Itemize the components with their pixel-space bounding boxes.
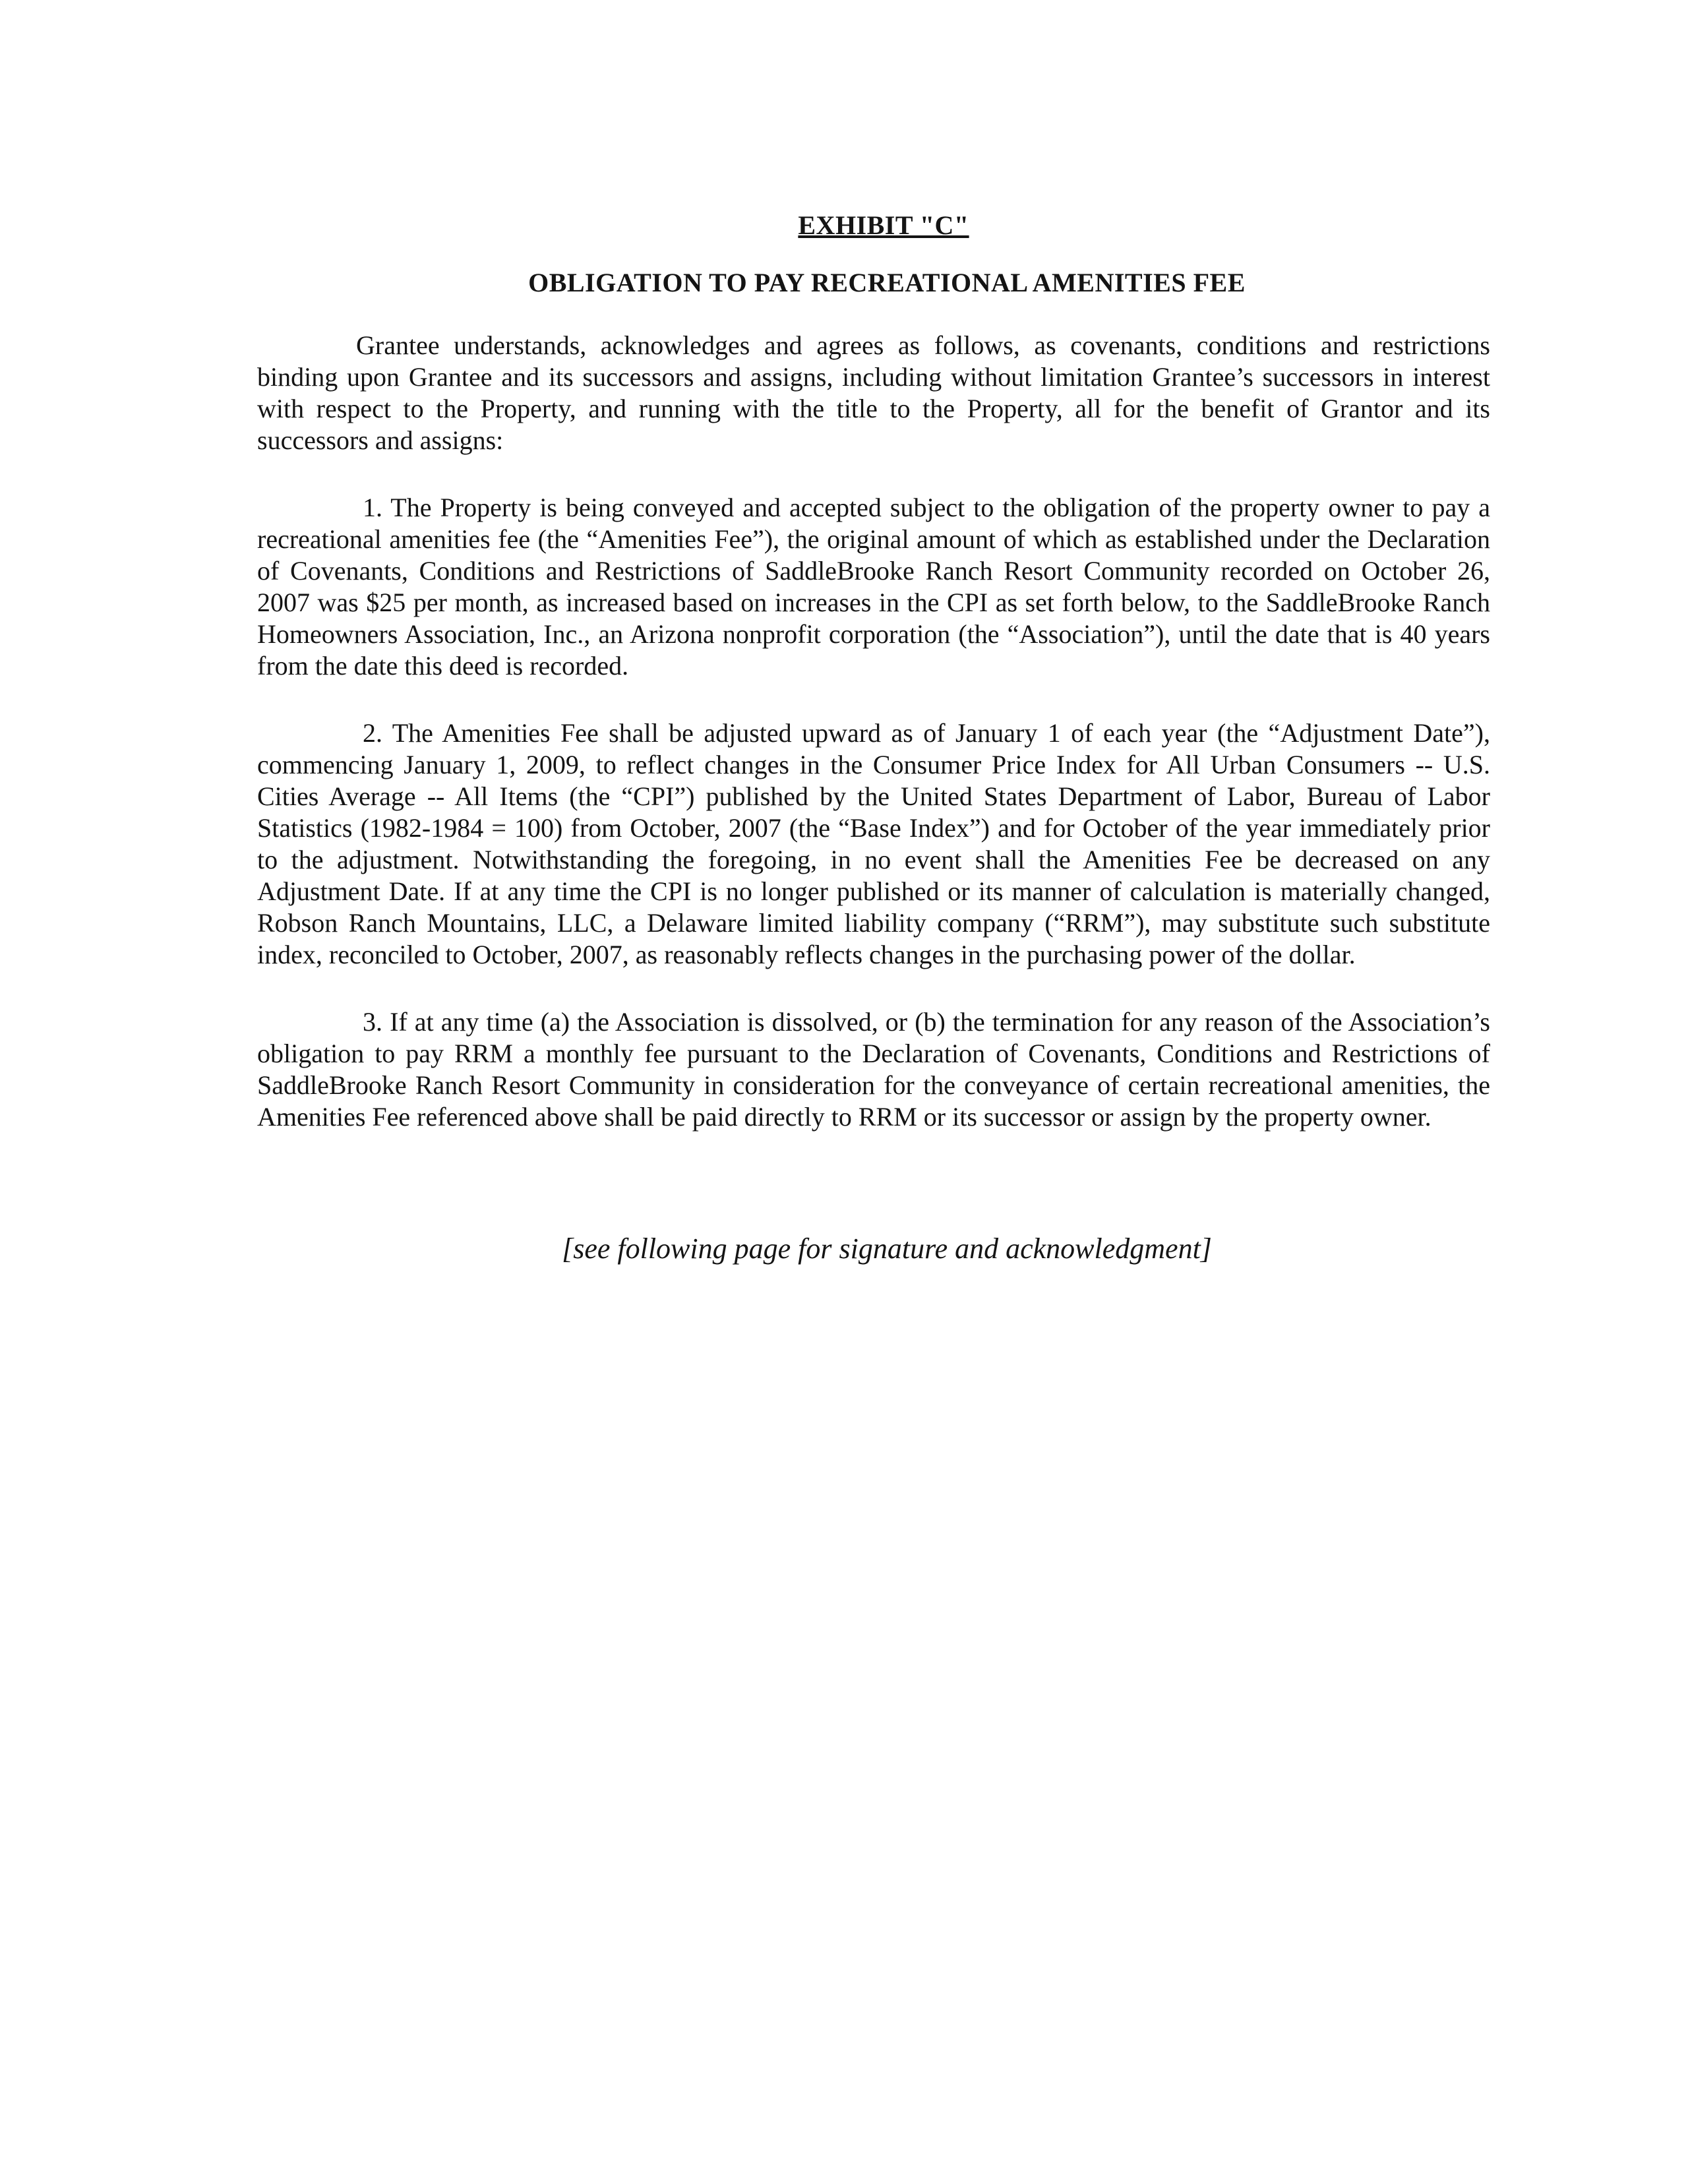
paragraph-2: 2. The Amenities Fee shall be adjusted upward as of January 1 of each year (the “Adjustment Date”), commencing January 1, 2009, to reflect changes in the Consumer Price Index for All Urban Consumers -- U.S. Cities Average -- All Items (the “CPI”) published by the United States Department of Labor, Bureau of Labor Statistics (1982-1984 = 100) from October, 2007 (the “Base Index”) and for October of the year immediately prior to the adjustment. Notwithstanding the foregoing, in no event shall the Amenities Fee be decreased on any Adjustment Date. If at any time the CPI is no longer published or its manner of calculation is materially changed, Robson Ranch Mountains, LLC, a Delaware limited liability company (“RRM”), may substitute such substitute index, reconciled to October, 2007, as reasonably reflects changes in the purchasing power of the dollar. xyxy=(257,718,1490,969)
document-body xyxy=(257,210,1490,1265)
signature-note: [see following page for signature and acknowledgment] xyxy=(562,1232,1212,1265)
paragraph-1: 1. The Property is being conveyed and accepted subject to the obligation of the property owner to pay a recreational amenities fee (the “Amenities Fee”), the original amount of which as established under the Declaration of Covenants, Conditions and Restrictions of SaddleBrooke Ranch Resort Community recorded on October 26, 2007 was $25 per month, as increased based on increases in the CPI as set forth below, to the SaddleBrooke Ranch Homeowners Association, Inc., an Arizona nonprofit corporation (the “Association”), until the date that is 40 years from the date this deed is recorded. xyxy=(257,493,1490,681)
paragraph-3: 3. If at any time (a) the Association is dissolved, or (b) the termination for any reason of the Association’s obligation to pay RRM a monthly fee pursuant to the Declaration of Covenants, Conditions and Restrictions of SaddleBrooke Ranch Resort Community in consideration for the conveyance of certain recreational amenities, the Amenities Fee referenced above shall be paid directly to RRM or its successor or assign by the property owner. xyxy=(257,1007,1490,1132)
exhibit-title: EXHIBIT "C" xyxy=(798,210,969,240)
document-title: OBLIGATION TO PAY RECREATIONAL AMENITIES FEE xyxy=(528,268,1246,297)
intro-paragraph: Grantee understands, acknowledges and agrees as follows, as covenants, conditions and restrictions binding upon Grantee and its successors and assigns, including without limitation Grantee’s successors in interest with respect to the Property, and running with the title to the Property, all for the benefit of Grantor and its successors and assigns: xyxy=(257,330,1490,455)
